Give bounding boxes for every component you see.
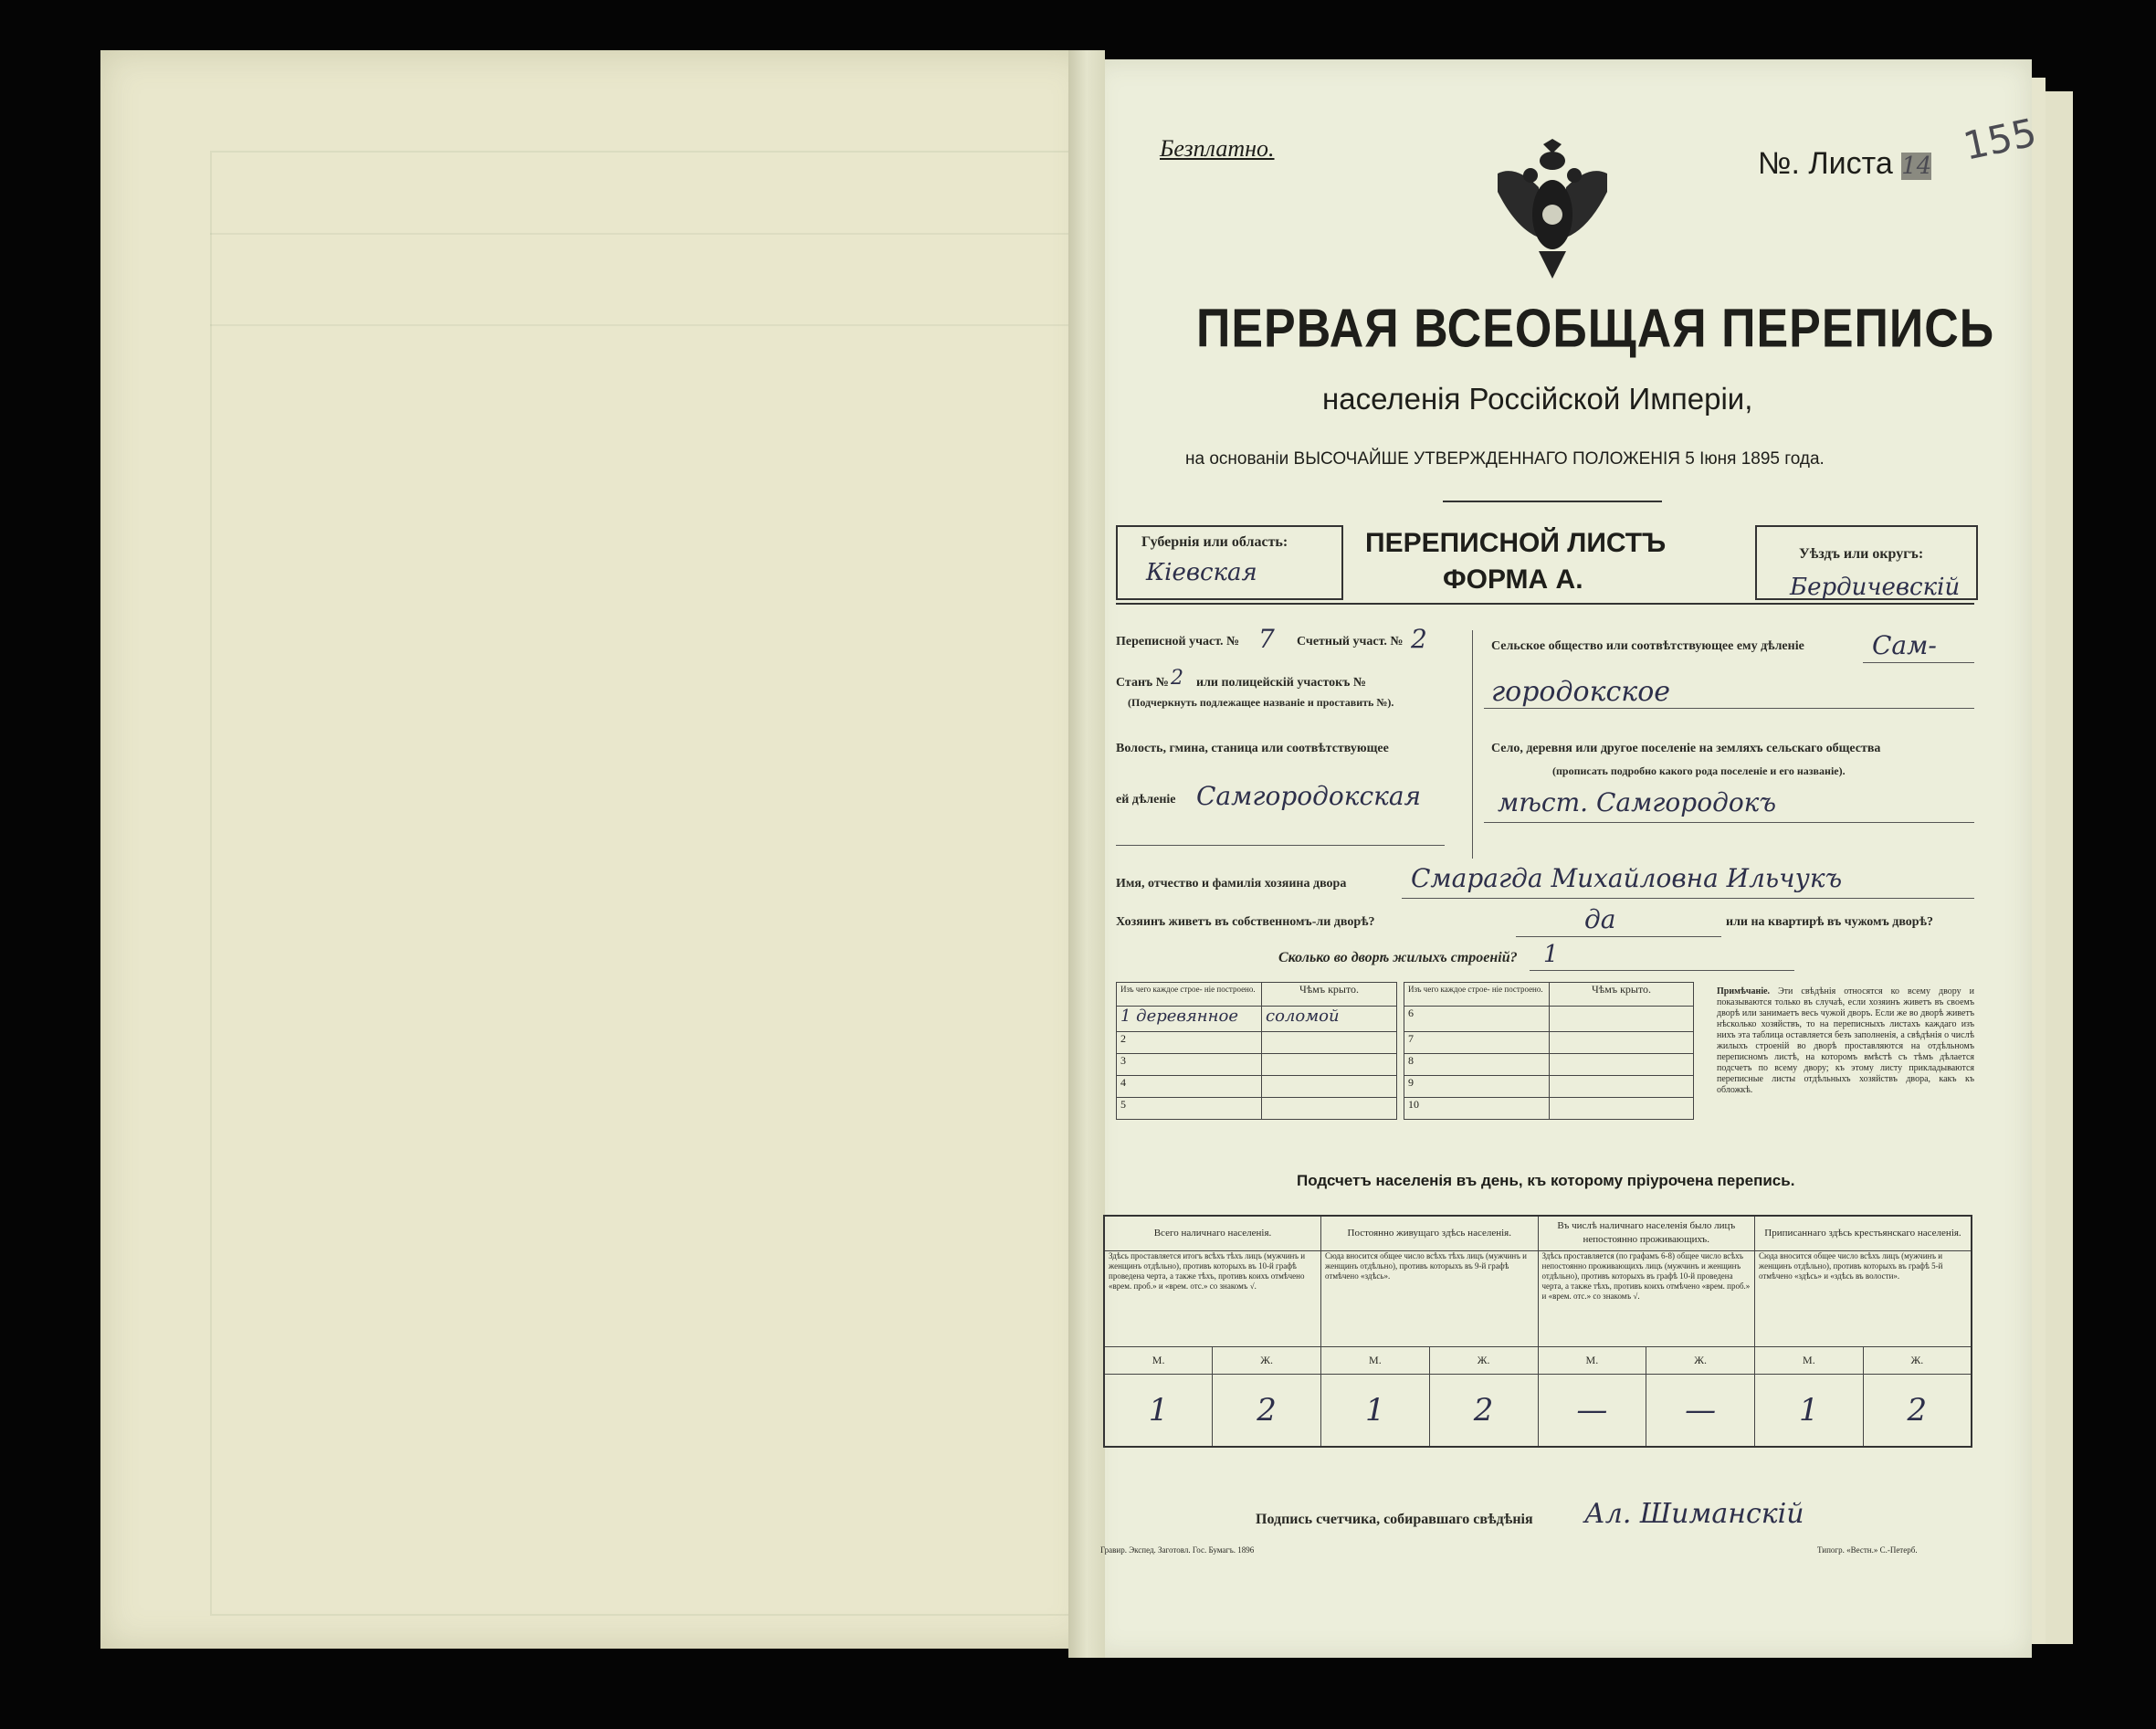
sheet-number-value: 14: [1901, 153, 1932, 180]
society-value-1: Сам-: [1872, 630, 1937, 660]
building-roof: соломой: [1266, 1007, 1340, 1026]
owner-label: Имя, отчество и фамилія хозяина двора: [1116, 877, 1347, 891]
pop-value-female: 2: [1213, 1374, 1321, 1447]
pop-col-desc: Сюда вносится общее число всѣхъ лицъ (мужчинъ и женщинъ отдѣльно), противъ которыхъ въ графѣ 5-й отмѣчено «здѣсь» и «здѣсь въ волости».: [1755, 1250, 1972, 1346]
bleed-through-grid: [210, 151, 1072, 1616]
bleed-through-line: [210, 324, 1068, 326]
owner-rule: [1402, 898, 1974, 899]
pop-female-label: Ж.: [1213, 1346, 1321, 1374]
volost-label-line1: Волость, гмина, станица или соотвѣтствующее: [1116, 742, 1389, 755]
ornament-divider: [1443, 501, 1662, 502]
building-row-number: 10: [1404, 1098, 1550, 1120]
population-table: [1103, 1215, 1972, 1448]
document-title: ПЕРВАЯ ВСЕОБЩАЯ ПЕРЕПИСЬ: [1196, 298, 1995, 360]
pop-col-desc: Сюда вносится общее число всѣхъ тѣхъ лицъ (мужчинъ и женщинъ отдѣльно), противъ которыхъ въ 9-й графѣ отмѣчено «здѣсь».: [1321, 1250, 1539, 1346]
building-row-number: 3: [1117, 1054, 1262, 1076]
volost-rule: [1116, 845, 1445, 846]
counting-section-label: Счетный участ. №: [1297, 635, 1404, 648]
sheet-number: [1758, 146, 1931, 182]
own-house-label: Хозяинъ живетъ въ собственномъ-ли дворѣ?: [1116, 915, 1375, 929]
sheet-number-label: №. Листа: [1758, 146, 1893, 181]
column-divider: [1472, 630, 1473, 859]
document-basis: на основаніи ВЫСОЧАЙШЕ УТВЕРЖДЕННАГО ПОЛОЖЕНІЯ 5 Іюня 1895 года.: [1185, 449, 1825, 469]
building-row-number: 8: [1404, 1054, 1550, 1076]
village-label: Село, деревня или другое поселеніе на земляхъ сельскаго общества: [1491, 742, 1881, 755]
society-rule: [1484, 708, 1974, 709]
pop-value-male: 1: [1104, 1374, 1213, 1447]
form-name: ФОРМА А.: [1443, 564, 1583, 595]
stan-value: 2: [1171, 667, 1183, 690]
printer-footer-left: Гравир. Экспед. Заготовл. Гос. Бумагъ. 1896: [1100, 1545, 1255, 1555]
document-subtitle: населенія Россійской Имперіи,: [1322, 382, 1753, 416]
buildings-table-right: [1404, 982, 1694, 1120]
building-row-number: 9: [1404, 1076, 1550, 1098]
pop-male-label: М.: [1755, 1346, 1864, 1374]
society-rule: [1863, 662, 1974, 663]
own-house-value: да: [1584, 904, 1616, 934]
pop-value-male: 1: [1755, 1374, 1864, 1447]
police-label: или полицейскій участокъ №: [1196, 676, 1366, 690]
building-row-number: 5: [1117, 1098, 1262, 1120]
province-value: Кіевская: [1146, 559, 1257, 586]
census-section-label: Переписной участ. №: [1116, 635, 1240, 648]
pop-col-title: Приписаннаго здѣсь крестьянскаго населенія.: [1755, 1216, 1972, 1250]
note-text: Эти свѣдѣнія относятся ко всему двору и показываются только въ случаѣ, если хозяинъ живетъ въ своемъ дворѣ или занимаетъ весь чужой дворъ. Если же во дворѣ живетъ нѣсколько хозяйствъ, то на переписныхъ листахъ каждаго изъ нихъ эта таблица оставляется безъ заполненія, а свѣдѣнія о числѣ жилыхъ строеній во дворѣ проставляются на отдѣльномъ переписномъ листѣ, на которомъ вмѣстѣ съ тѣмъ дѣлается подсчетъ по всему двору; къ этому листу прикладываются переписные листы отдѣльныхъ хозяйствъ двора, какъ къ обложкѣ.: [1717, 986, 1974, 1095]
population-caption: Подсчетъ населенія въ день, къ которому пріурочена перепись.: [1297, 1172, 1795, 1189]
pop-col-desc: Здѣсь проставляется итогъ всѣхъ тѣхъ лицъ (мужчинъ и женщинъ отдѣльно), противъ которыхъ въ 10-й графѣ проведена черта, а также тѣхъ, противъ коихъ отмѣчено «врем. проб.» и «врем. отс.» со знакомъ √.: [1104, 1250, 1321, 1346]
buildings-col-material: Изъ чего каждое строе- ніе построено.: [1117, 983, 1262, 1007]
owner-value: Смарагда Михайловна Ильчукъ: [1411, 863, 1843, 893]
buildings-col-material: Изъ чего каждое строе- ніе построено.: [1404, 983, 1550, 1007]
pop-value-male: 1: [1321, 1374, 1430, 1447]
society-label: Сельское общество или соотвѣтствующее ему дѣленіе: [1491, 639, 1804, 653]
pop-value-female: —: [1646, 1374, 1755, 1447]
buildings-note: [1717, 986, 1974, 1096]
buildings-label: Сколько во дворѣ жилыхъ строеній?: [1278, 950, 1518, 965]
volost-value: Самгородокская: [1196, 781, 1422, 811]
left-page: [100, 50, 1091, 1649]
building-material: 1 деревянное: [1120, 1007, 1239, 1026]
district-value: Бердичевскій: [1790, 574, 1961, 601]
pop-female-label: Ж.: [1863, 1346, 1972, 1374]
volost-label-line2: ей дѣленіе: [1116, 793, 1176, 807]
village-value: мѣст. Самгородокъ: [1498, 787, 1777, 817]
note-heading: Примѣчаніе.: [1717, 986, 1771, 996]
census-section-value: 7: [1258, 624, 1275, 654]
header-rule: [1116, 603, 1974, 605]
buildings-rule: [1530, 970, 1794, 971]
buildings-col-roof: Чѣмъ крыто.: [1550, 983, 1694, 1007]
pop-male-label: М.: [1321, 1346, 1430, 1374]
stan-label: Станъ №: [1116, 676, 1169, 690]
rented-label: или на квартирѣ въ чужомъ дворѣ?: [1726, 915, 1933, 929]
province-label: Губернія или область:: [1141, 534, 1288, 550]
printer-footer-right: Типогр. «Вестн.» С.-Петерб.: [1817, 1545, 1918, 1555]
pop-male-label: М.: [1538, 1346, 1646, 1374]
police-note: (Подчеркнуть подлежащее названіе и проставить №).: [1128, 696, 1394, 709]
signature-label: Подпись счетчика, собиравшаго свѣдѣнія: [1256, 1512, 1533, 1527]
form-title: ПЕРЕПИСНОЙ ЛИСТЪ: [1365, 528, 1667, 558]
building-row-number: 4: [1117, 1076, 1262, 1098]
district-label: Уѣздъ или округъ:: [1799, 546, 1924, 562]
pop-col-title: Всего наличнаго населенія.: [1104, 1216, 1321, 1250]
free-label: Безплатно.: [1160, 135, 1275, 162]
pop-value-male: —: [1538, 1374, 1646, 1447]
buildings-table-left: [1116, 982, 1397, 1120]
imperial-eagle-emblem: [1488, 137, 1616, 283]
pop-col-desc: Здѣсь проставляется (по графамъ 6-8) общее число всѣхъ непостоянно проживающихъ лицъ (мужчинъ и женщинъ отдѣльно), противъ которыхъ въ графѣ 10-й проведена черта, а также тѣхъ, противъ коихъ отмѣчено «врем. проб.» и «врем. отс.» со знакомъ √.: [1538, 1250, 1755, 1346]
pop-male-label: М.: [1104, 1346, 1213, 1374]
pop-col-title: Въ числѣ наличнаго населенія было лицъ непостоянно проживающихъ.: [1538, 1216, 1755, 1250]
pop-value-female: 2: [1429, 1374, 1538, 1447]
building-row-number: 2: [1117, 1032, 1262, 1054]
society-value-2: городокское: [1491, 676, 1671, 708]
buildings-col-roof: Чѣмъ крыто.: [1262, 983, 1397, 1007]
buildings-value: 1: [1543, 941, 1559, 968]
book-spine: [1068, 50, 1105, 1658]
building-row-number: 7: [1404, 1032, 1550, 1054]
bleed-through-line: [210, 233, 1068, 235]
pop-col-title: Постоянно живущаго здѣсь населенія.: [1321, 1216, 1539, 1250]
village-rule: [1484, 822, 1974, 823]
own-house-rule: [1516, 936, 1721, 937]
signature-value: Ал. Шиманскій: [1584, 1498, 1804, 1530]
pop-value-female: 2: [1863, 1374, 1972, 1447]
pop-female-label: Ж.: [1646, 1346, 1755, 1374]
archive-pencil-number: 155: [1959, 110, 2041, 169]
building-row-number: 6: [1404, 1007, 1550, 1032]
pop-female-label: Ж.: [1429, 1346, 1538, 1374]
counting-section-value: 2: [1411, 624, 1427, 654]
village-note: (прописать подробно какого рода поселеніе и его названіе).: [1552, 764, 1846, 777]
